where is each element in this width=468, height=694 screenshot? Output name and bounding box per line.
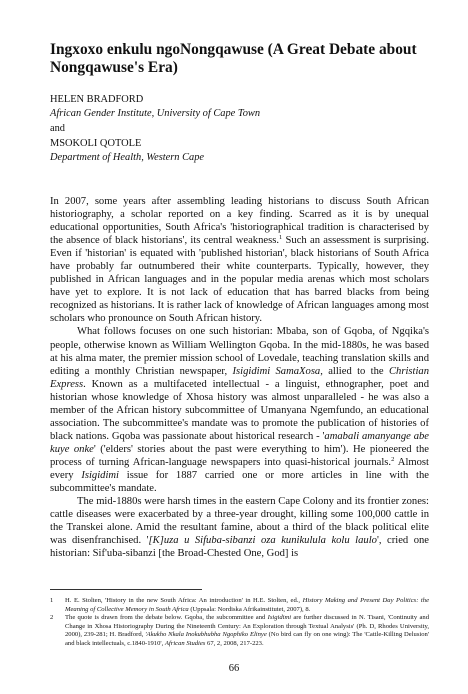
text-run: The mid-1880s were harsh times in the eastern Cape Colony and its frontier zones: cattle diseases were exacerbated by a three-year drought, killing some 100,000 cattle in the Transkei alone. Amid the resultant famine, about a third of the black political elite was disenfranchised. ' bbox=[50, 496, 429, 547]
text-run: Such an assessment is surprising. Even if 'historian' is equated with 'published historian', black historians of South Africa have probably far outnumbered their white counterparts. Typically, however, they published in African languages and in the popular media arenas which most scholars have yet to explore. It is not lack of education that has barred blacks from being recognized as historians. It is rather lack of knowledge of African languages among most scholars who pronounce on South African history. bbox=[50, 235, 429, 325]
footnote-text bbox=[65, 597, 429, 614]
text-run: H. E. Stolten, 'History in the new South Africa: An introduction' in H.E. Stolten, ed., bbox=[65, 597, 303, 604]
italic-text: 'Akukho Nkala Inokubhubha Ngophiko Elinye bbox=[145, 631, 267, 639]
body-paragraph bbox=[50, 195, 429, 325]
text-run: (Uppsala: Nordiska Afrikainstitutet, 2007), 8. bbox=[188, 605, 311, 613]
footnote-1 bbox=[50, 597, 429, 614]
italic-text: amabali amanyange abe kuye onke bbox=[50, 430, 429, 455]
text-run: are further discussed in N. Tisani, 'Continuity and Change in Xhosa Historiography During the Nineteenth Century: An Exploration through Textual Analysis' (Ph. D, Rhodes University, 2000), 239-281; H. Bradford, bbox=[65, 614, 430, 639]
italic-text: Isigidimi SamaXosa bbox=[232, 365, 321, 377]
article-body bbox=[50, 195, 429, 560]
text-run: issue for 1887 carried one or more articles in line with the subcommittee's mandate. bbox=[50, 469, 429, 495]
footnote-separator bbox=[50, 589, 202, 590]
text-run: The quote is drawn from the debate below. Gqoba, the subcommittee and bbox=[65, 614, 268, 621]
text-run: Almost every bbox=[50, 456, 429, 481]
footnote-ref: 2 bbox=[391, 455, 395, 463]
text-run: (No bird can fly on one wing): The 'Cattle-Killing Delusion' and black intellectuals, c.1840-1910', bbox=[65, 631, 430, 648]
italic-text: Isigidimi bbox=[267, 614, 292, 621]
page-number: 66 bbox=[228, 663, 240, 674]
italic-text: History Making and Present Day Politics: the Meaning of Collective Memory in South Africa bbox=[65, 597, 429, 613]
footnote-number: 2 bbox=[50, 614, 54, 621]
text-run: ', cried one historian: Sif'uba-sibanzi [the Broad-Chested One, God] is bbox=[50, 535, 430, 560]
italic-text: Christian Express bbox=[50, 365, 429, 390]
text-run: What follows focuses on one such historian: Mbaba, son of Gqoba, of Ngqika's people, otherwise known as William Wellington Gqoba. In the mid-1880s, he was based at his alma mater, the premier mission school of Lovedale, teaching translation skills and editing a monthly Christian newspaper, bbox=[50, 326, 429, 377]
text-run: . Known as a multifaceted intellectual - a linguist, ethnographer, poet and historian whose knowledge of Xhosa history was almost unparalleled - he was also a member of the African history subcommittee of Umanyana Ngemfundo, an educational association. The subcommittee's mandate was to promote the publication of histories of black nations. Gqoba was passionate about historical research - ' bbox=[50, 378, 429, 442]
author-conjunction: and bbox=[50, 123, 66, 134]
italic-text: [K]uza u Sifuba-sibanzi oza kunikulula kolu laulo bbox=[148, 535, 377, 547]
author-affiliation-2: Department of Health, Western Cape bbox=[50, 152, 205, 163]
text-run: , allied to the bbox=[320, 365, 389, 377]
author-name-1: HELEN BRADFORD bbox=[50, 94, 144, 105]
text-run: ' ('elders' stories about the past were everything to him'). He pioneered the process of turning African-language newspapers into quasi-historical journals. bbox=[50, 443, 429, 468]
italic-text: Isigidimi bbox=[81, 469, 119, 481]
text-run: In 2007, some years after assembling leading historians to discuss South African historiography, a scholar reported on a key finding. Scarred as it is by unequal educational opportunities, South Africa's 'historiographical tradition is characterised by the absence of black historians', its central weakness. bbox=[50, 196, 429, 247]
footnote-ref: 1 bbox=[279, 234, 283, 242]
italic-text: African Studies bbox=[164, 640, 206, 648]
author-affiliation-1: African Gender Institute, University of Cape Town bbox=[50, 108, 261, 119]
footnote-2 bbox=[50, 614, 429, 649]
author-name-2: MSOKOLI QOTOLE bbox=[50, 138, 142, 149]
body-paragraph bbox=[50, 325, 429, 495]
footnote-text bbox=[65, 614, 429, 649]
footnote-number: 1 bbox=[50, 597, 54, 604]
article-title: Ingxoxo enkulu ngoNongqawuse (A Great Debate about Nongqawuse's Era) bbox=[50, 41, 417, 76]
body-paragraph bbox=[50, 495, 429, 560]
text-run: 67, 2, 2008, 217-223. bbox=[205, 640, 264, 648]
